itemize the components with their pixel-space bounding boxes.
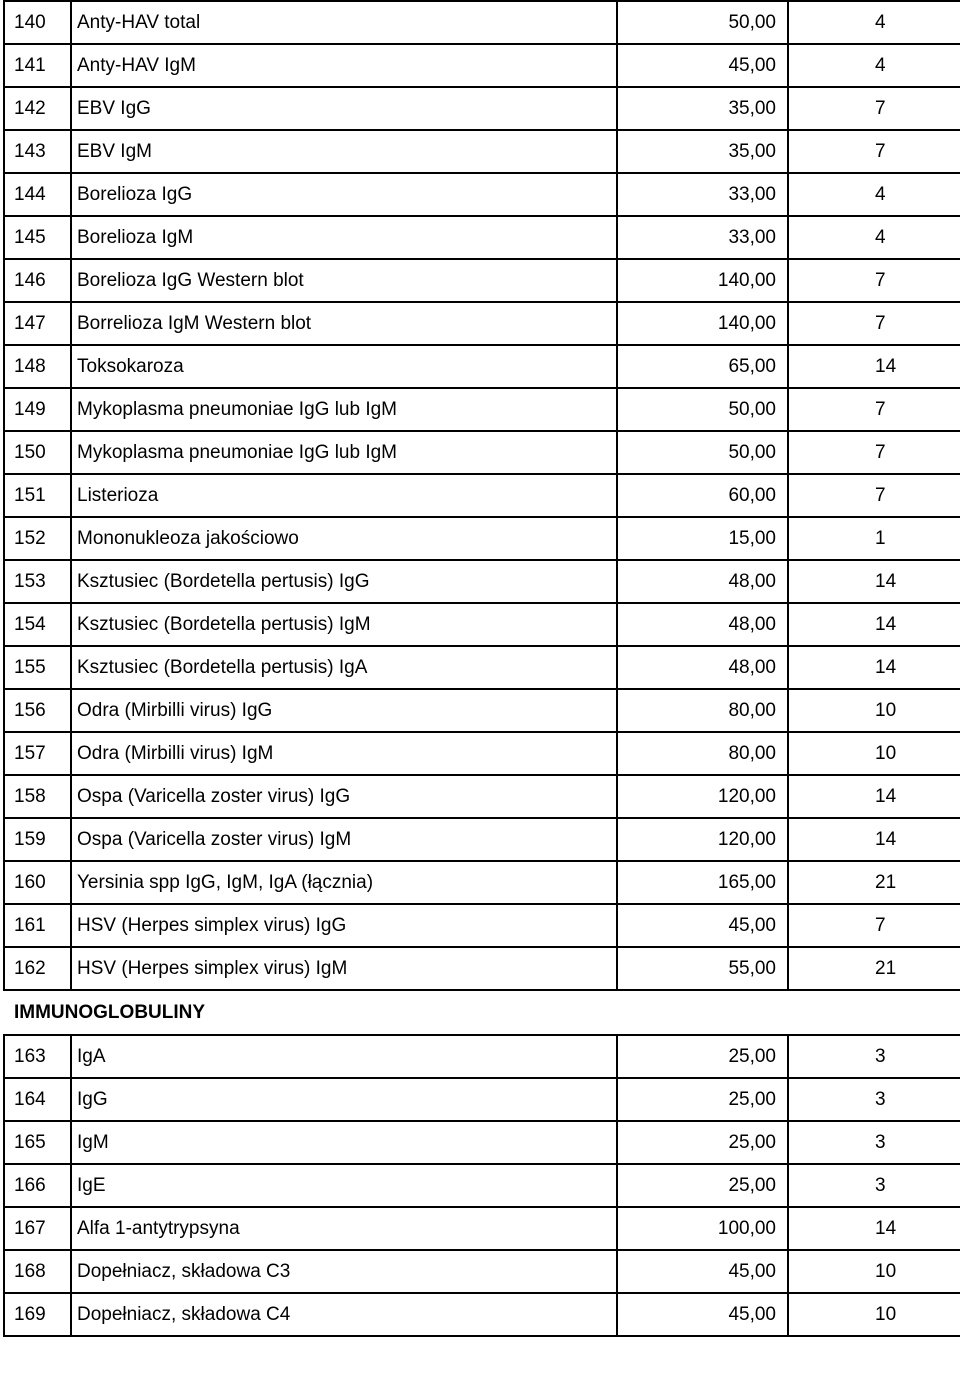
row-number-cell: 147 — [4, 302, 71, 345]
test-name-cell: Mykoplasma pneumoniae IgG lub IgM — [71, 388, 617, 431]
turnaround-days-cell: 4 — [788, 44, 960, 87]
row-number-cell: 157 — [4, 732, 71, 775]
turnaround-days-cell: 3 — [788, 1164, 960, 1207]
turnaround-days-cell: 10 — [788, 732, 960, 775]
turnaround-days-cell: 14 — [788, 345, 960, 388]
table-row — [4, 388, 960, 431]
row-number-cell: 159 — [4, 818, 71, 861]
test-name-cell: EBV IgM — [71, 130, 617, 173]
turnaround-days-cell: 3 — [788, 1121, 960, 1164]
table-row — [4, 818, 960, 861]
turnaround-days-cell: 7 — [788, 904, 960, 947]
table-row — [4, 259, 960, 302]
turnaround-days-cell: 14 — [788, 603, 960, 646]
price-cell: 48,00 — [617, 646, 788, 689]
table-row — [4, 130, 960, 173]
price-cell: 100,00 — [617, 1207, 788, 1250]
price-cell: 165,00 — [617, 861, 788, 904]
turnaround-days-cell: 4 — [788, 173, 960, 216]
test-name-cell: HSV (Herpes simplex virus) IgG — [71, 904, 617, 947]
table-row — [4, 1121, 960, 1164]
table-row — [4, 1250, 960, 1293]
test-name-cell: Ospa (Varicella zoster virus) IgG — [71, 775, 617, 818]
price-cell: 45,00 — [617, 44, 788, 87]
price-cell: 80,00 — [617, 732, 788, 775]
price-cell: 25,00 — [617, 1121, 788, 1164]
table-row — [4, 302, 960, 345]
table-row — [4, 861, 960, 904]
price-cell: 120,00 — [617, 775, 788, 818]
section-heading: IMMUNOGLOBULINY — [14, 1002, 206, 1023]
row-number-cell: 165 — [4, 1121, 71, 1164]
price-cell: 50,00 — [617, 388, 788, 431]
price-cell: 80,00 — [617, 689, 788, 732]
test-name-cell: Ksztusiec (Bordetella pertusis) IgG — [71, 560, 617, 603]
table-row — [4, 1035, 960, 1078]
turnaround-days-cell: 14 — [788, 1207, 960, 1250]
price-cell: 140,00 — [617, 259, 788, 302]
test-name-cell: HSV (Herpes simplex virus) IgM — [71, 947, 617, 990]
test-name-cell: Odra (Mirbilli virus) IgG — [71, 689, 617, 732]
row-number-cell: 168 — [4, 1250, 71, 1293]
price-cell: 25,00 — [617, 1164, 788, 1207]
turnaround-days-cell: 10 — [788, 689, 960, 732]
test-name-cell: Anty-HAV IgM — [71, 44, 617, 87]
price-cell: 55,00 — [617, 947, 788, 990]
turnaround-days-cell: 4 — [788, 1, 960, 44]
test-name-cell: IgE — [71, 1164, 617, 1207]
table-row — [4, 1164, 960, 1207]
test-name-cell: Borelioza IgM — [71, 216, 617, 259]
price-cell: 25,00 — [617, 1035, 788, 1078]
table-row — [4, 173, 960, 216]
row-number-cell: 142 — [4, 87, 71, 130]
test-name-cell: Toksokaroza — [71, 345, 617, 388]
row-number-cell: 143 — [4, 130, 71, 173]
test-name-cell: Yersinia spp IgG, IgM, IgA (łącznia) — [71, 861, 617, 904]
price-cell: 48,00 — [617, 560, 788, 603]
turnaround-days-cell: 7 — [788, 302, 960, 345]
price-cell: 50,00 — [617, 1, 788, 44]
table-row — [4, 1293, 960, 1336]
table-row — [4, 345, 960, 388]
test-name-cell: Dopełniacz, składowa C3 — [71, 1250, 617, 1293]
row-number-cell: 166 — [4, 1164, 71, 1207]
row-number-cell: 141 — [4, 44, 71, 87]
turnaround-days-cell: 14 — [788, 646, 960, 689]
test-name-cell: Ksztusiec (Bordetella pertusis) IgA — [71, 646, 617, 689]
turnaround-days-cell: 10 — [788, 1250, 960, 1293]
turnaround-days-cell: 7 — [788, 130, 960, 173]
table-row — [4, 1, 960, 44]
price-cell: 25,00 — [617, 1078, 788, 1121]
turnaround-days-cell: 1 — [788, 517, 960, 560]
turnaround-days-cell: 14 — [788, 818, 960, 861]
turnaround-days-cell: 7 — [788, 259, 960, 302]
turnaround-days-cell: 7 — [788, 87, 960, 130]
test-name-cell: Borelioza IgG — [71, 173, 617, 216]
price-cell: 45,00 — [617, 1250, 788, 1293]
price-cell: 60,00 — [617, 474, 788, 517]
price-cell: 35,00 — [617, 87, 788, 130]
row-number-cell: 155 — [4, 646, 71, 689]
turnaround-days-cell: 21 — [788, 861, 960, 904]
test-name-cell: Borrelioza IgM Western blot — [71, 302, 617, 345]
row-number-cell: 160 — [4, 861, 71, 904]
price-table-bottom-body — [4, 1035, 960, 1336]
turnaround-days-cell: 10 — [788, 1293, 960, 1336]
turnaround-days-cell: 3 — [788, 1035, 960, 1078]
test-name-cell: Alfa 1-antytrypsyna — [71, 1207, 617, 1250]
price-cell: 48,00 — [617, 603, 788, 646]
row-number-cell: 167 — [4, 1207, 71, 1250]
table-row — [4, 431, 960, 474]
row-number-cell: 144 — [4, 173, 71, 216]
table-row — [4, 904, 960, 947]
price-table-top — [3, 0, 960, 991]
table-row — [4, 603, 960, 646]
test-name-cell: IgG — [71, 1078, 617, 1121]
table-row — [4, 216, 960, 259]
test-name-cell: Dopełniacz, składowa C4 — [71, 1293, 617, 1336]
turnaround-days-cell: 7 — [788, 474, 960, 517]
test-name-cell: Mononukleoza jakościowo — [71, 517, 617, 560]
table-row — [4, 775, 960, 818]
row-number-cell: 153 — [4, 560, 71, 603]
test-name-cell: Borelioza IgG Western blot — [71, 259, 617, 302]
row-number-cell: 154 — [4, 603, 71, 646]
table-row — [4, 560, 960, 603]
price-cell: 140,00 — [617, 302, 788, 345]
table-row — [4, 689, 960, 732]
turnaround-days-cell: 14 — [788, 775, 960, 818]
test-name-cell: Ksztusiec (Bordetella pertusis) IgM — [71, 603, 617, 646]
table-row — [4, 1207, 960, 1250]
price-cell: 65,00 — [617, 345, 788, 388]
test-name-cell: IgA — [71, 1035, 617, 1078]
price-cell: 35,00 — [617, 130, 788, 173]
table-row — [4, 474, 960, 517]
table-row — [4, 1078, 960, 1121]
row-number-cell: 152 — [4, 517, 71, 560]
row-number-cell: 158 — [4, 775, 71, 818]
row-number-cell: 169 — [4, 1293, 71, 1336]
price-cell: 15,00 — [617, 517, 788, 560]
row-number-cell: 156 — [4, 689, 71, 732]
row-number-cell: 163 — [4, 1035, 71, 1078]
row-number-cell: 161 — [4, 904, 71, 947]
turnaround-days-cell: 3 — [788, 1078, 960, 1121]
test-name-cell: Odra (Mirbilli virus) IgM — [71, 732, 617, 775]
row-number-cell: 162 — [4, 947, 71, 990]
table-row — [4, 517, 960, 560]
table-row — [4, 87, 960, 130]
row-number-cell: 151 — [4, 474, 71, 517]
table-row — [4, 646, 960, 689]
row-number-cell: 146 — [4, 259, 71, 302]
turnaround-days-cell: 7 — [788, 431, 960, 474]
table-row — [4, 947, 960, 990]
turnaround-days-cell: 14 — [788, 560, 960, 603]
test-name-cell: Mykoplasma pneumoniae IgG lub IgM — [71, 431, 617, 474]
test-name-cell: Listerioza — [71, 474, 617, 517]
price-table-bottom — [3, 1034, 960, 1337]
row-number-cell: 140 — [4, 1, 71, 44]
turnaround-days-cell: 7 — [788, 388, 960, 431]
price-cell: 33,00 — [617, 173, 788, 216]
test-name-cell: EBV IgG — [71, 87, 617, 130]
test-name-cell: Anty-HAV total — [71, 1, 617, 44]
price-cell: 120,00 — [617, 818, 788, 861]
test-name-cell: Ospa (Varicella zoster virus) IgM — [71, 818, 617, 861]
price-table-top-body — [4, 1, 960, 990]
row-number-cell: 145 — [4, 216, 71, 259]
turnaround-days-cell: 21 — [788, 947, 960, 990]
price-cell: 45,00 — [617, 904, 788, 947]
price-cell: 33,00 — [617, 216, 788, 259]
price-cell: 45,00 — [617, 1293, 788, 1336]
turnaround-days-cell: 4 — [788, 216, 960, 259]
row-number-cell: 150 — [4, 431, 71, 474]
row-number-cell: 164 — [4, 1078, 71, 1121]
table-row — [4, 732, 960, 775]
row-number-cell: 149 — [4, 388, 71, 431]
table-row — [4, 44, 960, 87]
test-name-cell: IgM — [71, 1121, 617, 1164]
price-cell: 50,00 — [617, 431, 788, 474]
row-number-cell: 148 — [4, 345, 71, 388]
